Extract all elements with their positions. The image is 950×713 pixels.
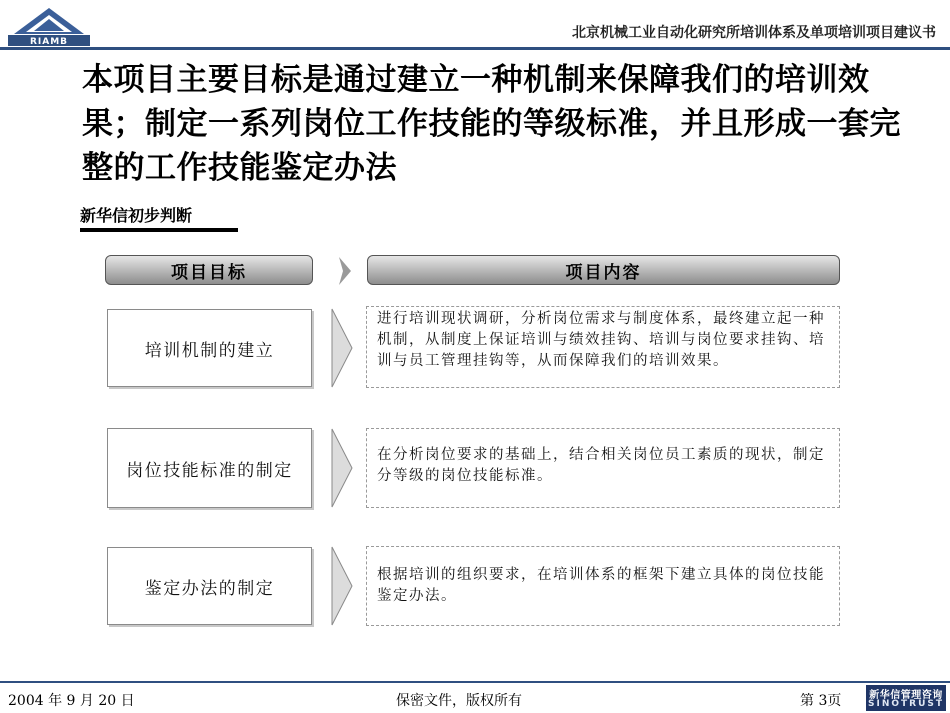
- main-heading: 本项目主要目标是通过建立一种机制来保障我们的培训效果；制定一系列岗位工作技能的等级标准，并且形成一套完整的工作技能鉴定办法: [82, 62, 901, 186]
- content-box-training-mechanism: 进行培训现状调研，分析岗位需求与制度体系，最终建立起一种机制，从制度上保证培训与绩效挂钩、培训与岗位要求挂钩、培训与员工管理挂钩等，从而保障我们的培训效果。: [366, 306, 840, 388]
- goal-box-skill-standards: 岗位技能标准的制定: [107, 428, 312, 508]
- arrow-right-icon: [331, 546, 353, 626]
- footer-date: 2004 年 9 月 20 日: [8, 693, 135, 709]
- sinotrust-logo-en: SINOTRUST: [867, 699, 944, 709]
- content-box-assessment-method: 根据培训的组织要求，在培训体系的框架下建立具体的岗位技能鉴定办法。: [366, 546, 840, 626]
- section-label: 新华信初步判断: [80, 206, 193, 225]
- page-number: 第 3页: [800, 693, 842, 709]
- arrow-right-icon: [331, 308, 353, 388]
- goal-column-header: 项目目标: [105, 255, 313, 285]
- goal-box-training-mechanism: 培训机制的建立: [107, 309, 312, 387]
- svg-text:RIAMB: RIAMB: [29, 37, 69, 46]
- content-column-header: 项目内容: [367, 255, 840, 285]
- footer-divider: [0, 681, 950, 683]
- header-divider: [0, 47, 950, 50]
- footer-confidential: 保密文件，版权所有: [396, 693, 522, 709]
- goal-box-assessment-method: 鉴定办法的制定: [107, 547, 312, 625]
- sinotrust-logo: [866, 685, 946, 711]
- chevron-right-icon: [338, 256, 352, 286]
- arrow-right-icon: [331, 428, 353, 508]
- riamb-logo: [6, 6, 92, 46]
- content-box-skill-standards: 在分析岗位要求的基础上，结合相关岗位员工素质的现状，制定分等级的岗位技能标准。: [366, 428, 840, 508]
- document-title: 北京机械工业自动化研究所培训体系及单项培训项目建议书: [572, 25, 936, 41]
- section-underline: [80, 228, 238, 232]
- sinotrust-logo-cn: 新华信管理咨询: [869, 690, 943, 701]
